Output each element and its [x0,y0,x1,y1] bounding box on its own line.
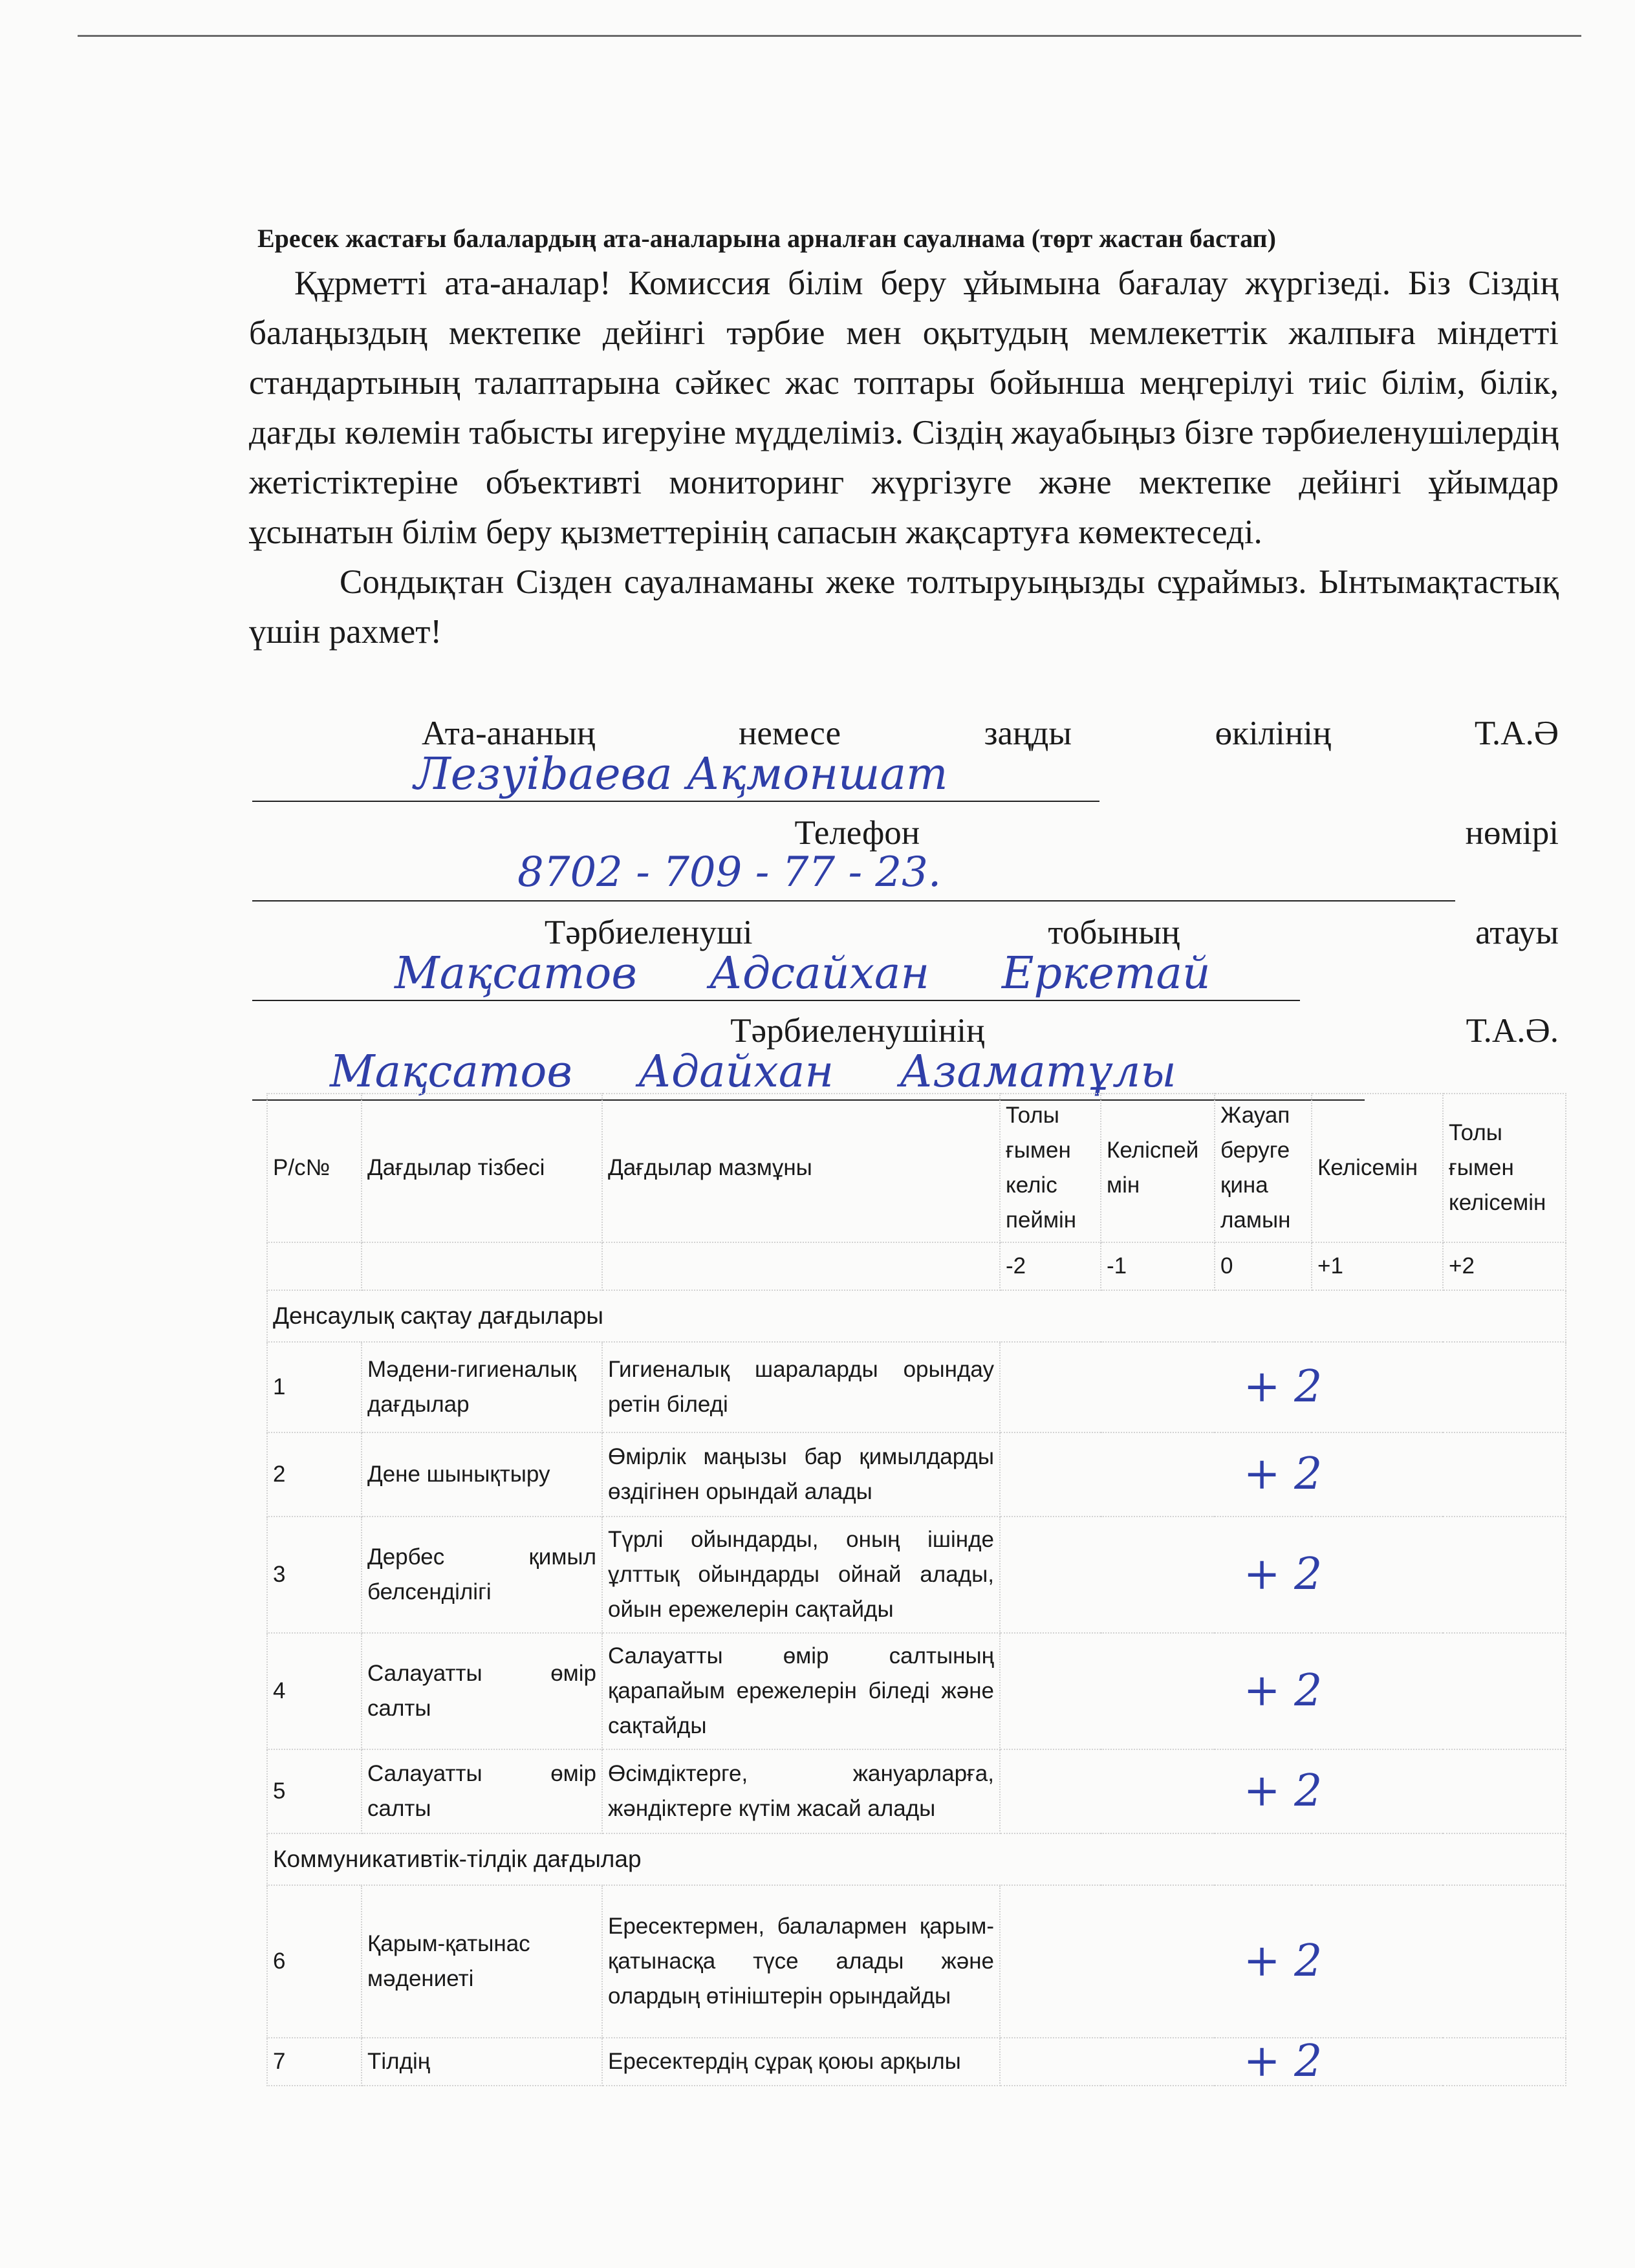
row-skill: Салауатты өмір салты [362,1749,602,1833]
row-num: 7 [267,2038,362,2086]
row-mark[interactable]: + 2 [1000,1633,1566,1749]
row-content: Гигиеналық шараларды орындау ретін біледі [602,1342,1000,1432]
parent-name-label: Ата-ананың немесе заңды өкілінің Т.А.Ә [422,715,1559,752]
pupil-label: Тәрбиеленушінің Т.А.Ә. [730,1012,1559,1050]
document-title: Ересек жастағы балалардың ата-аналарына арналған сауалнама (төрт жастан бастап) [257,224,1276,253]
section-row [267,1290,1566,1342]
row-mark[interactable]: + 2 [1000,1432,1566,1517]
intro-paragraph-1: Құрметті ата-аналар! Комиссия білім беру ұйымына бағалау жүргізеді. Біз Сіздің балаңыздың мектепке дейінгі тәрбие мен оқытудың мемлекеттік жалпыға міндетті стандартының талаптарына сәйкес жас топтары бойынша меңгерілуі тиіс білім, білік, дағды көлемін табысты игеруіне мүдделіміз. Сіздің жауабыңыз бізге тәрбиеленушілердің жетістіктеріне объективті мониторинг жүргізуге және мектепке дейінгі ұйымдар ұсынатын білім беру қызметтерінің сапасын жақсартуға көмектеседі. [249,265,1559,551]
row-skill: Қарым-қатынас мәдениеті [362,1885,602,2038]
scale-value: -2 [1000,1242,1101,1290]
row-content: Ересектермен, балалармен қарым-қатынасқа түсе алады және олардың өтініштерін орындайды [602,1885,1000,2038]
row-mark[interactable]: + 2 [1000,1517,1566,1633]
row-content: Ересектердің сұрақ қоюы арқылы [602,2038,1000,2086]
header-agree: Келісемін [1312,1094,1443,1242]
row-num: 3 [267,1517,362,1633]
intro-text [249,259,1559,657]
row-skill: Мәдени-гигиеналық дағдылар [362,1342,602,1432]
table-row [267,1517,1566,1633]
row-mark[interactable]: + 2 [1000,1342,1566,1432]
row-mark[interactable]: + 2 [1000,1749,1566,1833]
row-content: Өмірлік маңызы бар қимылдарды өздігінен орындай алады [602,1432,1000,1517]
row-content: Өсімдіктерге, жануарларға, жәндіктерге күтім жасай алады [602,1749,1000,1833]
row-num: 5 [267,1749,362,1833]
group-label: Тәрбиеленуші тобының атауы [544,914,1559,951]
header-disagree: Келіспей мін [1101,1094,1215,1242]
row-num: 2 [267,1432,362,1517]
row-num: 6 [267,1885,362,2038]
header-undecided: Жауап беруге қина ламын [1215,1094,1312,1242]
group-line [252,1000,1300,1001]
table-header-row [267,1094,1566,1242]
scale-value: -1 [1101,1242,1215,1290]
scale-row [267,1242,1566,1290]
row-mark[interactable]: + 2 [1000,1885,1566,2038]
parent-name-value[interactable]: Лезуibaeва Ақмоншат [414,749,948,800]
table-row [267,1432,1566,1517]
row-content: Салауатты өмір салтының қарапайым ережелерін біледі және сақтайды [602,1633,1000,1749]
table-row [267,1749,1566,1833]
section-title-communication: Коммуникативтік-тілдік дағдылар [267,1833,1566,1885]
row-content: Түрлі ойындарды, оның ішінде ұлттық ойындарды ойнай алады, ойын ережелерін сақтайды [602,1517,1000,1633]
phone-value[interactable]: 8702 - 709 - 77 - 23. [517,848,942,896]
table-row [267,1633,1566,1749]
scale-value: +1 [1312,1242,1443,1290]
table-row [267,2038,1566,2086]
row-skill: Тілдің [362,2038,602,2086]
phone-line [252,900,1455,902]
table-row [267,1342,1566,1432]
section-title-health: Денсаулық сақтау дағдылары [267,1290,1566,1342]
top-rule [78,35,1581,37]
header-content: Дағдылар мазмұны [602,1094,1000,1242]
scale-value: +2 [1443,1242,1566,1290]
row-mark[interactable]: + 2 [1000,2038,1566,2086]
header-strongly-disagree: Толы ғымен келіс пеймін [1000,1094,1101,1242]
row-skill: Дербес қимыл белсенділігі [362,1517,602,1633]
parent-name-line [252,801,1099,802]
row-skill: Дене шынықтыру [362,1432,602,1517]
header-skill: Дағдылар тізбесі [362,1094,602,1242]
section-row [267,1833,1566,1885]
row-num: 4 [267,1633,362,1749]
intro-paragraph-2: Сондықтан Сізден сауалнаманы жеке толтыруыңызды сұраймыз. Ынтымақтастық үшін рахмет! [249,563,1559,651]
skills-table [266,1093,1566,2086]
phone-label: Телефон нөмірі [794,814,1559,852]
pupil-value[interactable]: Мақсатов Адайхан Азаматұлы [330,1046,1176,1097]
header-num: Р/с№ [267,1094,362,1242]
row-skill: Салауатты өмір салты [362,1633,602,1749]
row-num: 1 [267,1342,362,1432]
header-strongly-agree: Толы ғымен келісемін [1443,1094,1566,1242]
table-row [267,1885,1566,2038]
scale-value: 0 [1215,1242,1312,1290]
group-value[interactable]: Мақсатов Адсайхан Еркетай [395,948,1211,999]
